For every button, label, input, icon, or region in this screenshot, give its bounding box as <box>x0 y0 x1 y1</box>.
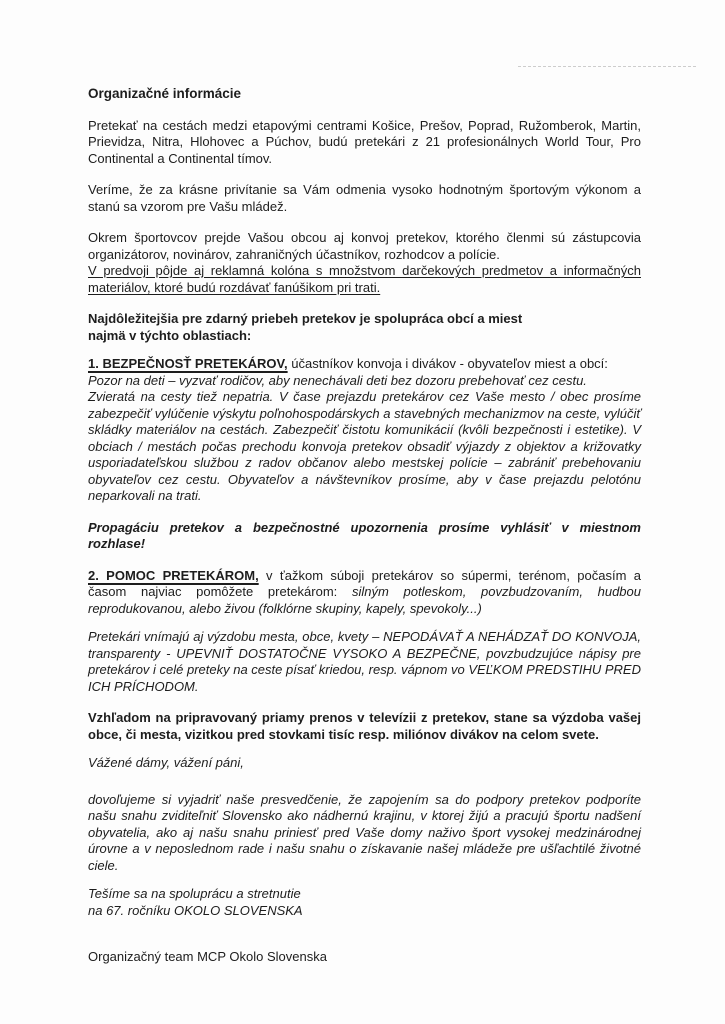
section-2-heading: 2. POMOC PRETEKÁROM, <box>88 567 259 583</box>
paragraph-propagacia: Propagáciu pretekov a bezpečnostné upozornenia prosíme vyhlásiť v miestnom rozhlase! <box>88 519 641 551</box>
section-2-italic-run: silným potleskom, povzbudzovaním, hudbou reprodukovanou, alebo živou (folklórne skupiny, kapely, spevokoly...) <box>88 584 642 616</box>
tesime-line-2: na 67. ročníku OKOLO SLOVENSKA <box>88 902 303 918</box>
tesime-line-1: Tešíme sa na spoluprácu a stretnutie <box>88 886 301 901</box>
paragraph-intro: Pretekať na cestách medzi etapovými centrami Košice, Prešov, Poprad, Ružomberok, Martin, Prievidza, Nitra, Hlohovec a Púchov, budú pretekári z 21 profesionálnych World Tour, Pro Continental a Continental tímov. <box>88 117 641 166</box>
section-1-heading: 1. BEZPEČNOSŤ PRETEKÁROV, <box>88 356 288 371</box>
najdolezitejsia-line-1: Najdôležitejšia pre zdarný priebeh pretekov je spolupráca obcí a miest <box>88 311 523 326</box>
paragraph-tesime <box>88 886 641 919</box>
paragraph-okrem: Okrem športovcov prejde Vašou obcou aj konvoj pretekov, ktorého členmi sú zástupcovia organizátorov, novinárov, zahraničných účastníkov, rozhodcov a polície. <box>88 230 641 262</box>
paragraph-dovolujeme: dovoľujeme si vyjadriť naše presvedčenie, že zapojením sa do podpory pretekov podporíte našu snahu zviditeľniť Slovensko ako nádhernú krajinu, v ktorej žijú a pracujú športu nadšení obyvatelia, ako aj našu snahu priniesť pred Vaše domy naživo šport vysokej medzinárodnej úrovne a v neposlednom rade i našu snahu o získavanie našej mládeže pre ušľachtilé životné ciele. <box>88 791 641 873</box>
section-1-lead: účastníkov konvoja i divákov - obyvateľov miest a obcí: <box>287 356 608 371</box>
paragraph-vazene: Vážené dámy, vážení páni, <box>88 755 244 770</box>
paragraph-pretekari: Pretekári vnímajú aj výzdobu mesta, obce, kvety – NEPODÁVAŤ A NEHÁDZAŤ DO KONVOJA, transparenty - UPEVNIŤ DOSTATOČNE VYSOKO A BEZPEČNE, povzbudzujúce nápisy pre pretekárov i celé preteky na ceste písať kriedou, resp. vápnom vo VEĽKOM PREDSTIHU PRED ICH PRÍCHODOM. <box>88 629 641 694</box>
section-1-body: Zvieratá na cesty tiež nepatria. V čase prejazdu pretekárov cez Vaše mesto / obec prosíme zabezpečiť vylúčenie výskytu poľnohospodárskych a stavebných mechanizmov na ceste, vylúčiť skládky materiálov na cestách. Zabezpečiť čistotu komunikácií (kvôli bezpečnosti i estetike). V obciach / mestách počas prechodu konvoja pretekov obsadiť výjazdy z objektov a križovatky usporiadateľskou službou z radov občanov alebo mestskej polície – zabrániť prebehovaniu obyvateľov cez cestu. Obyvateľov a návštevníkov prosíme, aby v čase prejazdu pelotónu neparkovali na trati. <box>88 389 641 503</box>
najdolezitejsia-line-2: najmä v týchto oblastiach: <box>88 327 252 343</box>
section-1-bezpecnost <box>88 356 641 505</box>
section-2-pomoc <box>88 568 641 618</box>
page-title: Organizačné informácie <box>88 86 242 101</box>
section-1-pozor-line: Pozor na deti – vyzvať rodičov, aby nenechávali deti bez dozoru prebehovať cez cestu. <box>88 372 587 388</box>
paragraph-vzhladom: Vzhľadom na pripravovaný priamy prenos v televízii z pretekov, stane sa výzdoba vašej obce, či mesta, vizitkou pred stovkami tisíc resp. miliónov divákov na celom svete. <box>88 710 641 742</box>
scan-artifact-line <box>518 66 696 67</box>
section-2-lead: v ťažkom súboji pretekárov so súpermi, terénom, počasím a časom najviac pomôžete pretekárom: <box>88 567 641 599</box>
paragraph-najdolezitejsia <box>88 311 641 344</box>
paragraph-verime: Veríme, že za krásne privítanie sa Vám odmenia vysoko hodnotným športovým výkonom a stanú sa vzorom pre Vašu mládež. <box>88 182 641 214</box>
signature-line: Organizačný team MCP Okolo Slovenska <box>88 949 327 964</box>
paragraph-predvoj-underlined: V predvoji pôjde aj reklamná kolóna s množstvom darčekových predmetov a informačných materiálov, ktoré budú rozdávať fanúšikom pri trati. <box>88 263 641 295</box>
section-1-lead-line <box>88 356 641 373</box>
paragraph-konvoj-group <box>88 230 641 296</box>
